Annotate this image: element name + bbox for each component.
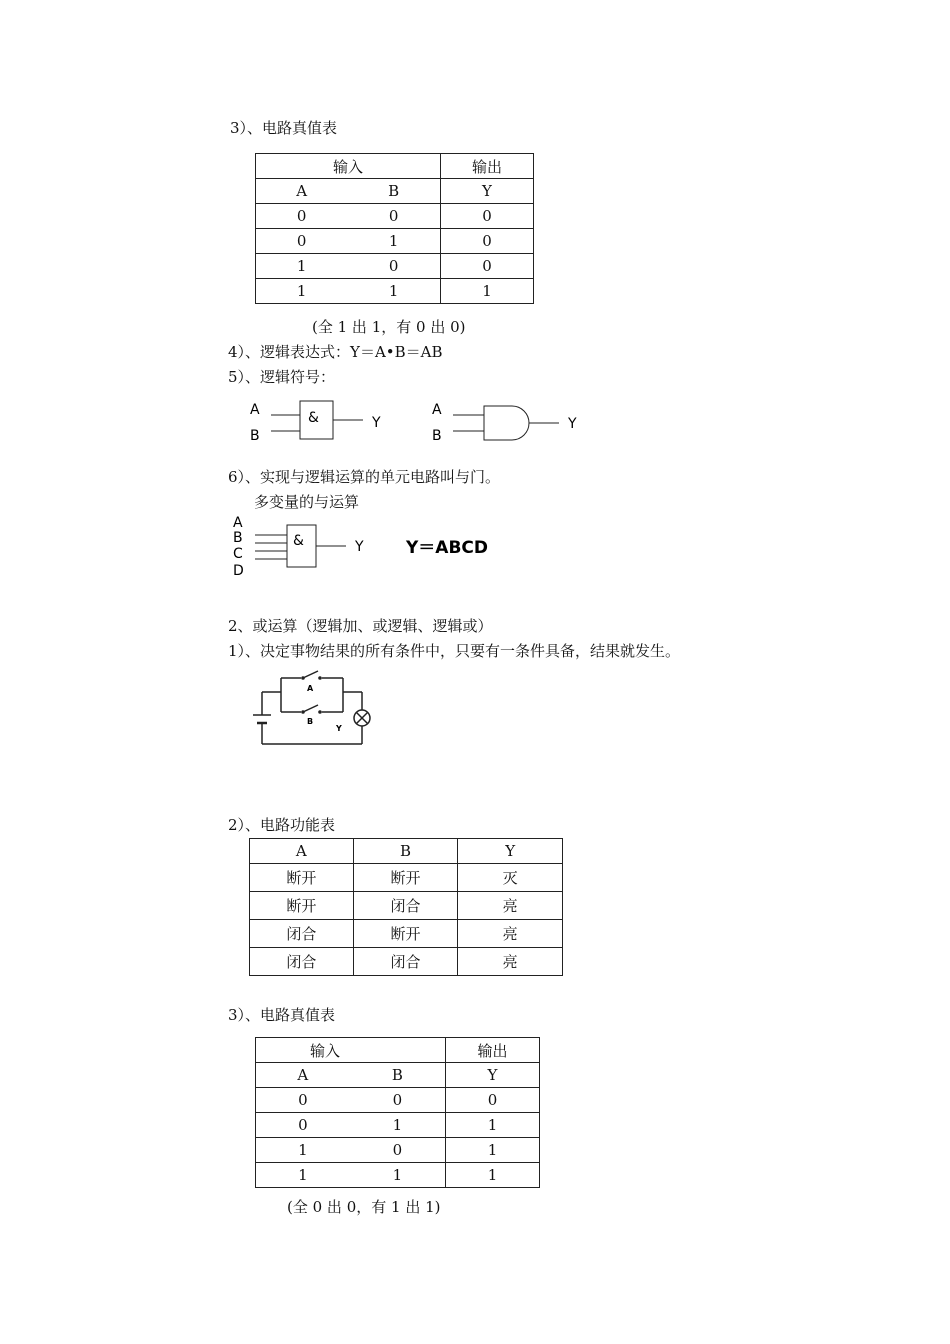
switch-a-icon — [303, 671, 318, 678]
cell: 断开 — [353, 920, 458, 948]
cell: 0 — [256, 1088, 350, 1113]
cell: 1 — [256, 1138, 350, 1163]
output-y-label: Y — [355, 539, 364, 555]
or-truth-table-heading: 3）、电路真值表 — [228, 1006, 336, 1024]
cell: 1 — [446, 1163, 540, 1188]
cell: 0 — [347, 254, 440, 279]
multi-and-expression: Y＝ABCD — [406, 538, 489, 558]
cell: 1 — [350, 1163, 446, 1188]
cell: 1 — [347, 229, 440, 254]
table-row — [250, 892, 563, 920]
table-row — [256, 279, 534, 304]
lamp-y-label: Y — [336, 724, 342, 733]
table-row — [256, 1113, 540, 1138]
cell: 1 — [256, 1163, 350, 1188]
cell: 1 — [350, 1113, 446, 1138]
col-b: B — [347, 179, 440, 204]
input-label: D — [233, 563, 244, 579]
cell: 亮 — [458, 920, 563, 948]
col-b: B — [350, 1063, 446, 1088]
cell: 1 — [446, 1113, 540, 1138]
or-function-table-heading: 2）、电路功能表 — [228, 816, 336, 834]
cell: 0 — [350, 1088, 446, 1113]
and-gate-rect-symbol — [245, 398, 395, 448]
or-function-table — [249, 838, 563, 976]
table-row — [250, 864, 563, 892]
cell: 0 — [256, 204, 348, 229]
cell: 闭合 — [250, 948, 354, 976]
cell: 1 — [256, 254, 348, 279]
cell: 灭 — [458, 864, 563, 892]
cell: 1 — [347, 279, 440, 304]
col-b: B — [353, 839, 458, 864]
table-row — [256, 254, 534, 279]
switch-b-icon — [303, 705, 318, 712]
ampersand-label: & — [308, 410, 319, 426]
cell: 0 — [441, 204, 534, 229]
and-rule-note: (全 1 出 1，有 0 出 0) — [312, 318, 466, 336]
table-row — [256, 1138, 540, 1163]
input-b-label: B — [250, 428, 260, 444]
output-y-label: Y — [372, 415, 381, 431]
multivariable-and-heading: 多变量的与运算 — [254, 493, 360, 511]
and-gate-shape-symbol — [428, 398, 588, 448]
table-row — [256, 1063, 540, 1088]
input-label: B — [233, 530, 243, 546]
or-operation-title: 2、或运算（逻辑加、或逻辑、逻辑或） — [228, 617, 493, 635]
input-label: A — [233, 515, 243, 531]
table-row — [256, 204, 534, 229]
cell: 0 — [446, 1088, 540, 1113]
or-definition: 1）、决定事物结果的所有条件中，只要有一条件具备，结果就发生。 — [228, 642, 681, 660]
output-y-label: Y — [568, 416, 577, 432]
and-truth-table — [255, 153, 534, 304]
input-b-label: B — [432, 428, 442, 444]
table-row — [256, 229, 534, 254]
table-row — [256, 1088, 540, 1113]
or-rule-note: (全 0 出 0，有 1 出 1) — [287, 1198, 441, 1216]
col-a: A — [256, 179, 348, 204]
cell: 0 — [256, 1113, 350, 1138]
table-header-input: 输入 — [256, 1038, 446, 1063]
and-expression-heading: 4）、逻辑表达式：Y＝A•B＝AB — [228, 343, 443, 361]
and-symbol-heading: 5）、逻辑符号： — [228, 368, 336, 386]
cell: 1 — [256, 279, 348, 304]
multi-input-and-gate-symbol — [230, 513, 520, 583]
col-a: A — [256, 1063, 350, 1088]
table-header-output: 输出 — [441, 154, 534, 179]
col-a: A — [250, 839, 354, 864]
and-truth-table-heading: 3）、电路真值表 — [230, 119, 338, 137]
table-row — [250, 948, 563, 976]
switch-a-label: A — [307, 684, 314, 693]
cell: 闭合 — [353, 892, 458, 920]
cell: 0 — [347, 204, 440, 229]
switch-b-label: B — [307, 717, 314, 726]
input-a-label: A — [432, 402, 442, 418]
table-row — [250, 839, 563, 864]
cell: 闭合 — [250, 920, 354, 948]
table-row — [250, 920, 563, 948]
cell: 1 — [446, 1138, 540, 1163]
col-y: Y — [446, 1063, 540, 1088]
col-y: Y — [441, 179, 534, 204]
cell: 1 — [441, 279, 534, 304]
table-row — [256, 1038, 540, 1063]
cell: 0 — [441, 254, 534, 279]
cell: 闭合 — [353, 948, 458, 976]
or-circuit-diagram — [248, 668, 388, 753]
table-header-output: 输出 — [446, 1038, 540, 1063]
or-truth-table — [255, 1037, 540, 1188]
table-row — [256, 179, 534, 204]
col-y: Y — [458, 839, 563, 864]
lamp-icon — [354, 710, 370, 726]
cell: 0 — [256, 229, 348, 254]
and-gate-definition: 6）、实现与逻辑运算的单元电路叫与门。 — [228, 468, 501, 486]
input-label: C — [233, 546, 243, 562]
input-a-label: A — [250, 402, 260, 418]
cell: 0 — [350, 1138, 446, 1163]
cell: 断开 — [250, 864, 354, 892]
table-row — [256, 154, 534, 179]
cell: 0 — [441, 229, 534, 254]
table-header-input: 输入 — [256, 154, 441, 179]
cell: 断开 — [250, 892, 354, 920]
cell: 亮 — [458, 948, 563, 976]
table-row — [256, 1163, 540, 1188]
cell: 断开 — [353, 864, 458, 892]
cell: 亮 — [458, 892, 563, 920]
ampersand-label: & — [293, 533, 304, 549]
